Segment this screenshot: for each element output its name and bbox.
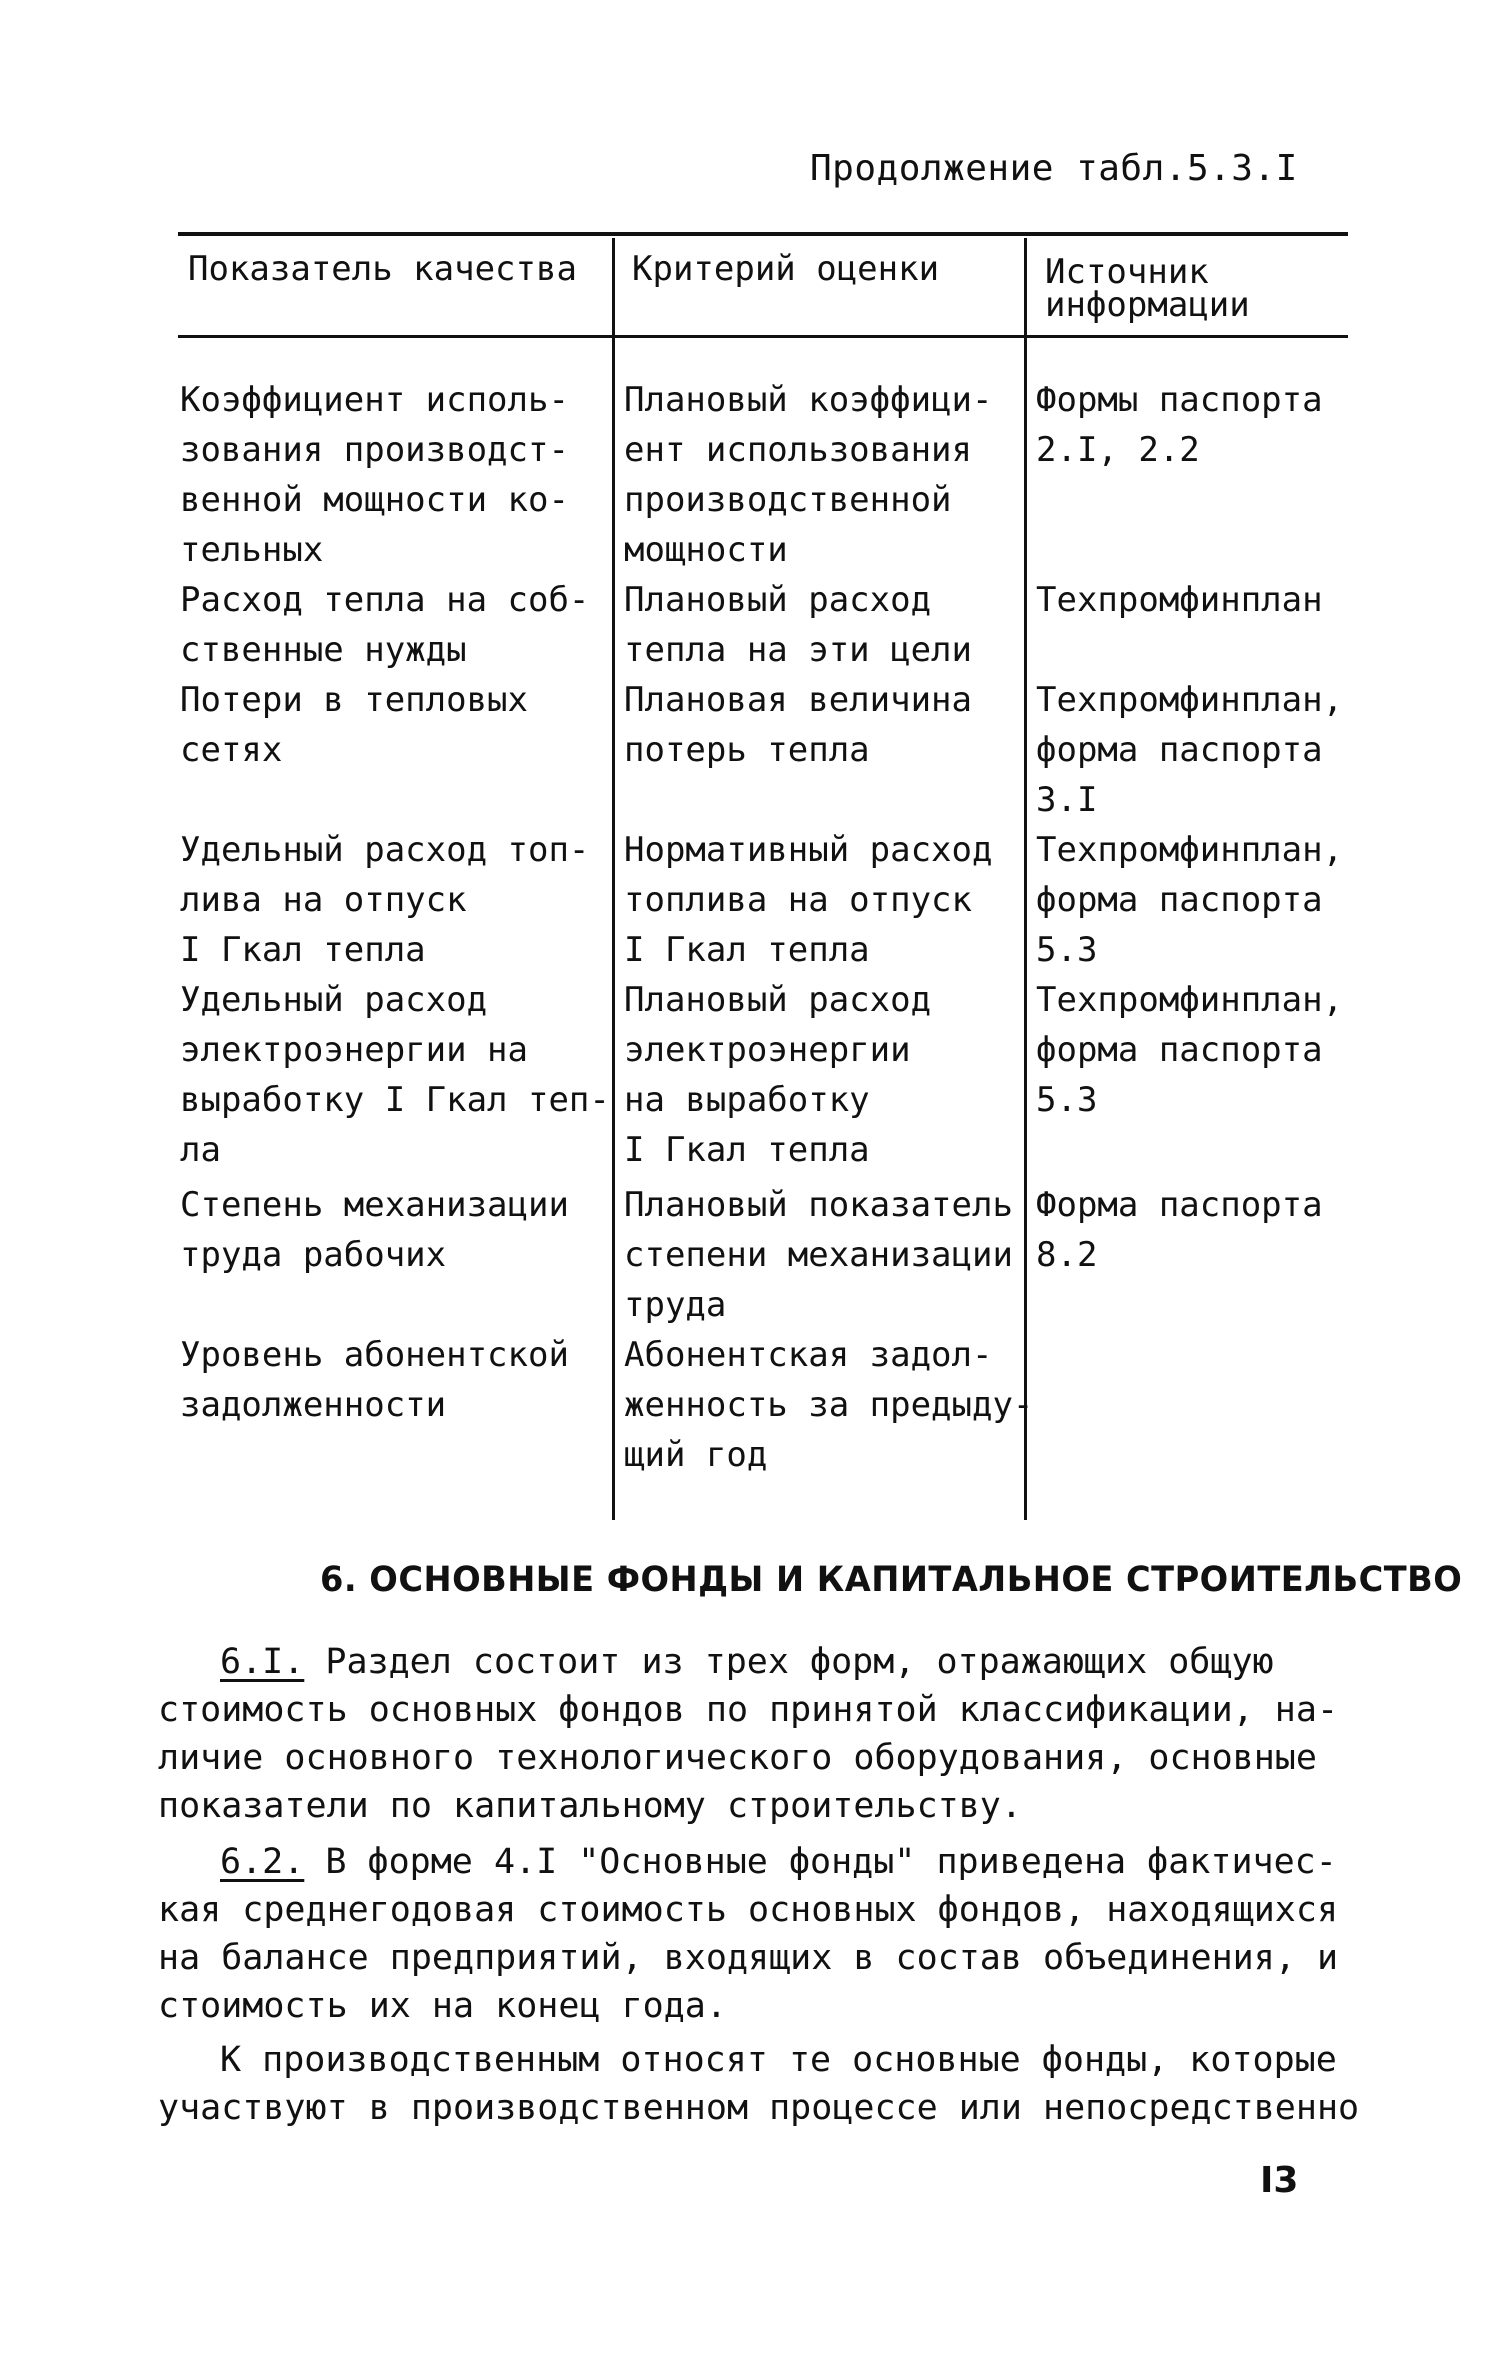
table-column-divider-2 [1024,238,1027,1520]
paragraph-continuation [158,2036,1360,2132]
paragraph-line: личие основного технологического оборудования, основные [158,1738,1317,1778]
table-cell-quality: выработку I Гкал теп- [180,1080,610,1120]
table-cell-criterion: I Гкал тепла [624,1130,870,1170]
section-title: 6. ОСНОВНЫЕ ФОНДЫ И КАПИТАЛЬНОЕ СТРОИТЕЛЬСТВО [320,1560,1463,1600]
paragraph-line: на балансе предприятий, входящих в состав объединения, и [158,1938,1339,1978]
table-continuation-label: Продолжение табл.5.3.I [810,148,1298,189]
table-cell-criterion: щий год [624,1435,768,1475]
header-criterion: Критерий оценки [632,249,940,289]
table-cell-quality: зования производст- [180,430,569,470]
table-cell-source: 5.3 [1036,1080,1098,1120]
header-source-line2: информации [1045,285,1250,325]
table-cell-criterion: Плановый коэффици- [624,380,993,420]
table-cell-criterion: Плановая величина [624,680,972,720]
paragraph-line: показатели по капитальному строительству. [158,1786,1022,1826]
table-cell-criterion: Абонентская задол- [624,1335,993,1375]
table-cell-quality: Расход тепла на соб- [180,580,590,620]
paragraph-6-1 [158,1638,1338,1830]
table-cell-quality: Потери в тепловых [180,680,528,720]
table-cell-quality: Уровень абонентской [180,1335,569,1375]
header-quality: Показатель качества [188,249,577,289]
table-cell-criterion: Плановый расход [624,580,932,620]
table-cell-source: 3.I [1036,780,1098,820]
table-cell-source: форма паспорта [1036,1030,1323,1070]
table-cell-quality: Коэффициент исполь- [180,380,569,420]
table-cell-source: 5.3 [1036,930,1098,970]
table-cell-criterion: на выработку [624,1080,870,1120]
table-column-divider-1 [612,238,615,1520]
table-header-bottom-rule [178,335,1348,338]
table-cell-criterion: топлива на отпуск [624,880,972,920]
table-cell-source: форма паспорта [1036,730,1323,770]
table-cell-criterion: Нормативный расход [624,830,993,870]
table-cell-criterion: тепла на эти цели [624,630,972,670]
paragraph-number: 6.I. [220,1642,305,1682]
paragraph-line: стоимость основных фондов по принятой классификации, на- [158,1690,1339,1730]
paragraph-line: 6.2. В форме 4.I "Основные фонды" приведена фактичес- [220,1842,1337,1882]
table-cell-quality: тельных [180,530,324,570]
table-cell-quality: венной мощности ко- [180,480,569,520]
table-cell-criterion: производственной [624,480,952,520]
table-cell-quality: Удельный расход [180,980,488,1020]
paragraph-line: участвуют в производственном процессе или непосредственно [158,2088,1360,2128]
table-cell-quality: труда рабочих [180,1235,447,1275]
table-cell-source: Формы паспорта [1036,380,1323,420]
table-cell-criterion: электроэнергии [624,1030,911,1070]
table-cell-quality: ственные нужды [180,630,467,670]
table-cell-source: 2.I, 2.2 [1036,430,1200,470]
table-cell-criterion: женность за предыду- [624,1385,1034,1425]
header-source-line1: Источник [1045,252,1209,292]
table-cell-criterion: труда [624,1285,727,1325]
table-cell-criterion: Плановый расход [624,980,932,1020]
table-cell-quality: сетях [180,730,283,770]
table-cell-criterion: потерь тепла [624,730,870,770]
table-cell-quality: I Гкал тепла [180,930,426,970]
table-cell-source: Форма паспорта [1036,1185,1323,1225]
table-cell-source: Техпромфинплан, [1036,680,1344,720]
paragraph-line: стоимость их на конец года. [158,1986,727,2026]
table-cell-quality: ла [180,1130,221,1170]
table-cell-source: Техпромфинплан [1036,580,1323,620]
paragraph-line: К производственным относят те основные фонды, которые [220,2040,1337,2080]
table-cell-quality: Удельный расход топ- [180,830,590,870]
table-top-rule [178,232,1348,236]
table-cell-source: форма паспорта [1036,880,1323,920]
table-cell-quality: лива на отпуск [180,880,467,920]
table-cell-quality: задолженности [180,1385,447,1425]
paragraph-line: 6.I. Раздел состоит из трех форм, отражающих общую [220,1642,1274,1682]
table-cell-criterion: Плановый показатель [624,1185,1013,1225]
table-cell-criterion: мощности [624,530,788,570]
table-cell-source: Техпромфинплан, [1036,830,1344,870]
table-cell-criterion: I Гкал тепла [624,930,870,970]
table-cell-source: 8.2 [1036,1235,1098,1275]
table-cell-quality: Степень механизации [180,1185,569,1225]
paragraph-6-2 [158,1838,1338,2030]
table-cell-criterion: степени механизации [624,1235,1013,1275]
paragraph-number: 6.2. [220,1842,305,1882]
table-cell-quality: электроэнергии на [180,1030,528,1070]
paragraph-line: кая среднегодовая стоимость основных фондов, находящихся [158,1890,1339,1930]
page-number: I3 [1260,2160,1299,2201]
table-cell-criterion: ент использования [624,430,972,470]
table-cell-source: Техпромфинплан, [1036,980,1344,1020]
